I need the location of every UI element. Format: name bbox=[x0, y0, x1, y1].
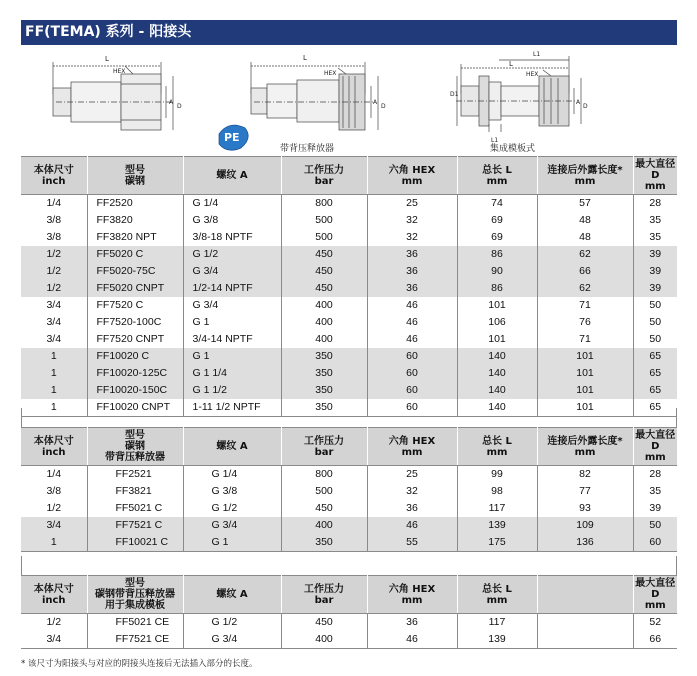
table-row bbox=[21, 212, 677, 229]
cell-size: 3/4 bbox=[21, 631, 87, 649]
fig2-label-a: A bbox=[373, 99, 378, 106]
cell-model: FF10020 C bbox=[87, 348, 183, 365]
cell-hex: 36 bbox=[367, 280, 457, 297]
header-pressure: 工作压力 bar bbox=[281, 157, 367, 195]
cell-hex: 55 bbox=[367, 534, 457, 552]
header-size: 本体尺寸 inch bbox=[21, 157, 87, 195]
cell-size: 3/4 bbox=[21, 314, 87, 331]
header-exposed-length: 连接后外露长度* mm bbox=[537, 428, 633, 466]
fig3-label-d1: D1 bbox=[450, 91, 459, 98]
cell-length: 139 bbox=[457, 631, 537, 649]
cell-length: 117 bbox=[457, 500, 537, 517]
cell-thread: G 1 bbox=[183, 534, 281, 552]
table-header-row bbox=[21, 157, 677, 195]
pe-badge-icon bbox=[219, 125, 248, 150]
cell-hex: 46 bbox=[367, 314, 457, 331]
cell-pressure: 800 bbox=[281, 466, 367, 484]
table-row bbox=[21, 331, 677, 348]
cell-hex: 46 bbox=[367, 331, 457, 348]
cell-length: 101 bbox=[457, 331, 537, 348]
header-max-diameter: 最大直径 D mm bbox=[633, 576, 677, 614]
cell-max-diameter: 50 bbox=[633, 314, 677, 331]
cell-max-diameter: 28 bbox=[633, 195, 677, 213]
cell-hex: 46 bbox=[367, 631, 457, 649]
cell-hex: 36 bbox=[367, 246, 457, 263]
cell-hex: 32 bbox=[367, 212, 457, 229]
cell-model: FF7521 CE bbox=[87, 631, 183, 649]
cell-max-diameter: 35 bbox=[633, 483, 677, 500]
cell-hex: 25 bbox=[367, 466, 457, 484]
cell-model: FF3821 bbox=[87, 483, 183, 500]
cell-pressure: 400 bbox=[281, 297, 367, 314]
cell-pressure: 400 bbox=[281, 331, 367, 348]
cell-size: 1/4 bbox=[21, 466, 87, 484]
fig1-label-a: A bbox=[169, 99, 174, 106]
table-row bbox=[21, 500, 677, 517]
cell-pressure: 400 bbox=[281, 631, 367, 649]
cell-size: 1 bbox=[21, 382, 87, 399]
footnote: * 该尺寸为阳接头与对应的阴接头连接后无法插入部分的长度。 bbox=[21, 659, 258, 669]
cell-max-diameter: 39 bbox=[633, 280, 677, 297]
cell-hex: 32 bbox=[367, 483, 457, 500]
header-model: 型号 碳钢 bbox=[87, 157, 183, 195]
cell-size: 3/8 bbox=[21, 212, 87, 229]
cell-length: 139 bbox=[457, 517, 537, 534]
spec-table-integrated-plate bbox=[21, 575, 677, 649]
cell-max-diameter: 65 bbox=[633, 399, 677, 417]
cell-model: FF5021 C bbox=[87, 500, 183, 517]
cell-model: FF3820 bbox=[87, 212, 183, 229]
table-row bbox=[21, 483, 677, 500]
table-row bbox=[21, 614, 677, 632]
cell-exposed-length: 101 bbox=[537, 382, 633, 399]
cell-hex: 36 bbox=[367, 500, 457, 517]
cell-hex: 46 bbox=[367, 517, 457, 534]
cell-thread: 1-11 1/2 NPTF bbox=[183, 399, 281, 417]
cell-pressure: 350 bbox=[281, 365, 367, 382]
table-row bbox=[21, 365, 677, 382]
fig1-label-hex: HEX bbox=[113, 68, 126, 75]
drawing-back-pressure bbox=[251, 62, 378, 130]
cell-model: FF5020 CNPT bbox=[87, 280, 183, 297]
cell-hex: 60 bbox=[367, 348, 457, 365]
cell-exposed-length: 57 bbox=[537, 195, 633, 213]
fig2-label-d: D bbox=[381, 103, 386, 110]
cell-size: 1/4 bbox=[21, 195, 87, 213]
cell-thread: G 1 1/4 bbox=[183, 365, 281, 382]
table-row bbox=[21, 382, 677, 399]
cell-thread: G 1/4 bbox=[183, 195, 281, 213]
cell-thread: 1/2-14 NPTF bbox=[183, 280, 281, 297]
header-thread: 螺纹 A bbox=[183, 428, 281, 466]
cell-pressure: 500 bbox=[281, 229, 367, 246]
table-row bbox=[21, 517, 677, 534]
cell-exposed-length: 101 bbox=[537, 365, 633, 382]
header-hex: 六角 HEX mm bbox=[367, 157, 457, 195]
coupling-drawings bbox=[21, 46, 677, 156]
cell-size: 1 bbox=[21, 348, 87, 365]
table-row bbox=[21, 246, 677, 263]
spec-table-back-pressure bbox=[21, 427, 677, 552]
fig3-label-d: D bbox=[583, 103, 588, 110]
cell-length: 140 bbox=[457, 348, 537, 365]
cell-hex: 60 bbox=[367, 382, 457, 399]
cell-length: 140 bbox=[457, 382, 537, 399]
cell-length: 74 bbox=[457, 195, 537, 213]
header-exposed-length: 连接后外露长度* mm bbox=[537, 157, 633, 195]
table-row bbox=[21, 314, 677, 331]
cell-model: FF10020-125C bbox=[87, 365, 183, 382]
cell-thread: G 1/2 bbox=[183, 500, 281, 517]
cell-thread: G 1 bbox=[183, 314, 281, 331]
cell-max-diameter: 35 bbox=[633, 212, 677, 229]
cell-exposed-length: 71 bbox=[537, 331, 633, 348]
fig3-label-hex: HEX bbox=[526, 71, 539, 78]
cell-exposed-length: 82 bbox=[537, 466, 633, 484]
cell-size: 3/4 bbox=[21, 331, 87, 348]
header-exposed-length bbox=[537, 576, 633, 614]
cell-size: 1/2 bbox=[21, 614, 87, 632]
cell-max-diameter: 39 bbox=[633, 263, 677, 280]
cell-model: FF3820 NPT bbox=[87, 229, 183, 246]
header-hex: 六角 HEX mm bbox=[367, 428, 457, 466]
cell-pressure: 450 bbox=[281, 614, 367, 632]
cell-exposed-length bbox=[537, 631, 633, 649]
cell-exposed-length: 109 bbox=[537, 517, 633, 534]
table-gap-1 bbox=[21, 408, 677, 428]
cell-max-diameter: 35 bbox=[633, 229, 677, 246]
cell-exposed-length: 136 bbox=[537, 534, 633, 552]
table-row bbox=[21, 466, 677, 484]
cell-max-diameter: 50 bbox=[633, 297, 677, 314]
cell-model: FF2521 bbox=[87, 466, 183, 484]
header-max-diameter: 最大直径 D mm bbox=[633, 428, 677, 466]
cell-exposed-length: 101 bbox=[537, 348, 633, 365]
cell-thread: G 3/4 bbox=[183, 631, 281, 649]
cell-exposed-length: 77 bbox=[537, 483, 633, 500]
cell-model: FF5020 C bbox=[87, 246, 183, 263]
cell-size: 3/8 bbox=[21, 483, 87, 500]
cell-size: 1 bbox=[21, 534, 87, 552]
cell-max-diameter: 60 bbox=[633, 534, 677, 552]
cell-exposed-length: 48 bbox=[537, 229, 633, 246]
cell-model: FF7520 CNPT bbox=[87, 331, 183, 348]
cell-exposed-length: 62 bbox=[537, 246, 633, 263]
table-row bbox=[21, 195, 677, 213]
fig3-label-l1: L1 bbox=[533, 51, 541, 58]
cell-pressure: 350 bbox=[281, 534, 367, 552]
fig2-label-l: L bbox=[303, 54, 307, 62]
cell-length: 90 bbox=[457, 263, 537, 280]
table-row bbox=[21, 534, 677, 552]
table-header-row bbox=[21, 576, 677, 614]
cell-model: FF10021 C bbox=[87, 534, 183, 552]
cell-exposed-length: 71 bbox=[537, 297, 633, 314]
cell-length: 140 bbox=[457, 365, 537, 382]
cell-length: 106 bbox=[457, 314, 537, 331]
cell-size: 1 bbox=[21, 365, 87, 382]
cell-max-diameter: 39 bbox=[633, 246, 677, 263]
cell-pressure: 400 bbox=[281, 314, 367, 331]
cell-pressure: 450 bbox=[281, 246, 367, 263]
cell-size: 1/2 bbox=[21, 246, 87, 263]
cell-size: 1/2 bbox=[21, 500, 87, 517]
cell-max-diameter: 39 bbox=[633, 500, 677, 517]
cell-length: 69 bbox=[457, 229, 537, 246]
drawings-area bbox=[21, 46, 677, 156]
header-thread: 螺纹 A bbox=[183, 576, 281, 614]
cell-hex: 60 bbox=[367, 399, 457, 417]
cell-thread: G 3/4 bbox=[183, 517, 281, 534]
cell-hex: 60 bbox=[367, 365, 457, 382]
cell-max-diameter: 65 bbox=[633, 348, 677, 365]
cell-max-diameter: 52 bbox=[633, 614, 677, 632]
cell-length: 86 bbox=[457, 280, 537, 297]
cell-max-diameter: 65 bbox=[633, 382, 677, 399]
cell-size: 3/4 bbox=[21, 517, 87, 534]
cell-length: 140 bbox=[457, 399, 537, 417]
cell-pressure: 450 bbox=[281, 280, 367, 297]
header-length: 总长 L mm bbox=[457, 157, 537, 195]
cell-pressure: 500 bbox=[281, 212, 367, 229]
pe-badge-text: PE bbox=[224, 131, 240, 144]
cell-pressure: 400 bbox=[281, 517, 367, 534]
cell-exposed-length: 66 bbox=[537, 263, 633, 280]
cell-exposed-length: 48 bbox=[537, 212, 633, 229]
cell-pressure: 350 bbox=[281, 382, 367, 399]
cell-thread: G 1/4 bbox=[183, 466, 281, 484]
table-gap-2 bbox=[21, 556, 677, 576]
fig1-label-l: L bbox=[105, 55, 109, 63]
fig3-label-l: L bbox=[509, 60, 513, 68]
cell-thread: 3/8-18 NPTF bbox=[183, 229, 281, 246]
cell-hex: 36 bbox=[367, 263, 457, 280]
fig2-caption: 带背压释放器 bbox=[280, 144, 335, 154]
cell-thread: G 1 bbox=[183, 348, 281, 365]
cell-thread: G 1/2 bbox=[183, 246, 281, 263]
table-header-row bbox=[21, 428, 677, 466]
header-size: 本体尺寸 inch bbox=[21, 576, 87, 614]
fig3-caption: 集成模板式 bbox=[490, 144, 536, 154]
cell-thread: G 3/4 bbox=[183, 297, 281, 314]
cell-max-diameter: 28 bbox=[633, 466, 677, 484]
cell-thread: 3/4-14 NPTF bbox=[183, 331, 281, 348]
cell-length: 86 bbox=[457, 246, 537, 263]
fig3-label-l1-bottom: L1 bbox=[491, 137, 499, 144]
fig3-label-a: A bbox=[576, 99, 581, 106]
table-row bbox=[21, 631, 677, 649]
fig2-label-hex: HEX bbox=[324, 70, 337, 77]
cell-pressure: 350 bbox=[281, 348, 367, 365]
spec-table-standard bbox=[21, 156, 677, 417]
cell-pressure: 800 bbox=[281, 195, 367, 213]
header-size: 本体尺寸 inch bbox=[21, 428, 87, 466]
table-row bbox=[21, 297, 677, 314]
cell-pressure: 500 bbox=[281, 483, 367, 500]
cell-thread: G 3/4 bbox=[183, 263, 281, 280]
cell-size: 1/2 bbox=[21, 263, 87, 280]
cell-size: 3/8 bbox=[21, 229, 87, 246]
cell-thread: G 1/2 bbox=[183, 614, 281, 632]
cell-exposed-length: 93 bbox=[537, 500, 633, 517]
cell-model: FF5021 CE bbox=[87, 614, 183, 632]
header-hex: 六角 HEX mm bbox=[367, 576, 457, 614]
cell-length: 117 bbox=[457, 614, 537, 632]
cell-model: FF10020 CNPT bbox=[87, 399, 183, 417]
cell-thread: G 3/8 bbox=[183, 212, 281, 229]
cell-size: 1 bbox=[21, 399, 87, 417]
header-length: 总长 L mm bbox=[457, 576, 537, 614]
header-model: 型号 碳钢带背压释放器 用于集成模板 bbox=[87, 576, 183, 614]
cell-thread: G 3/8 bbox=[183, 483, 281, 500]
cell-pressure: 450 bbox=[281, 263, 367, 280]
cell-hex: 25 bbox=[367, 195, 457, 213]
cell-max-diameter: 66 bbox=[633, 631, 677, 649]
cell-length: 69 bbox=[457, 212, 537, 229]
cell-max-diameter: 50 bbox=[633, 331, 677, 348]
header-pressure: 工作压力 bar bbox=[281, 576, 367, 614]
cell-exposed-length bbox=[537, 614, 633, 632]
cell-max-diameter: 50 bbox=[633, 517, 677, 534]
cell-model: FF5020-75C bbox=[87, 263, 183, 280]
cell-max-diameter: 65 bbox=[633, 365, 677, 382]
cell-size: 1/2 bbox=[21, 280, 87, 297]
cell-model: FF7520 C bbox=[87, 297, 183, 314]
drawing-integrated-plate bbox=[456, 56, 581, 132]
cell-model: FF7521 C bbox=[87, 517, 183, 534]
cell-length: 175 bbox=[457, 534, 537, 552]
header-thread: 螺纹 A bbox=[183, 157, 281, 195]
table-row bbox=[21, 263, 677, 280]
header-pressure: 工作压力 bar bbox=[281, 428, 367, 466]
cell-size: 3/4 bbox=[21, 297, 87, 314]
cell-hex: 32 bbox=[367, 229, 457, 246]
cell-model: FF2520 bbox=[87, 195, 183, 213]
cell-model: FF10020-150C bbox=[87, 382, 183, 399]
header-model: 型号 碳钢 带背压释放器 bbox=[87, 428, 183, 466]
header-length: 总长 L mm bbox=[457, 428, 537, 466]
table-row bbox=[21, 348, 677, 365]
fig1-label-d: D bbox=[177, 103, 182, 110]
cell-hex: 46 bbox=[367, 297, 457, 314]
cell-length: 99 bbox=[457, 466, 537, 484]
cell-length: 101 bbox=[457, 297, 537, 314]
cell-length: 98 bbox=[457, 483, 537, 500]
header-max-diameter: 最大直径 D mm bbox=[633, 157, 677, 195]
cell-hex: 36 bbox=[367, 614, 457, 632]
table-row bbox=[21, 280, 677, 297]
table-row bbox=[21, 229, 677, 246]
cell-exposed-length: 62 bbox=[537, 280, 633, 297]
cell-exposed-length: 76 bbox=[537, 314, 633, 331]
page-title: FF(TEMA) 系列 - 阳接头 bbox=[21, 20, 677, 45]
cell-exposed-length: 101 bbox=[537, 399, 633, 417]
cell-model: FF7520-100C bbox=[87, 314, 183, 331]
cell-thread: G 1 1/2 bbox=[183, 382, 281, 399]
cell-pressure: 350 bbox=[281, 399, 367, 417]
cell-pressure: 450 bbox=[281, 500, 367, 517]
